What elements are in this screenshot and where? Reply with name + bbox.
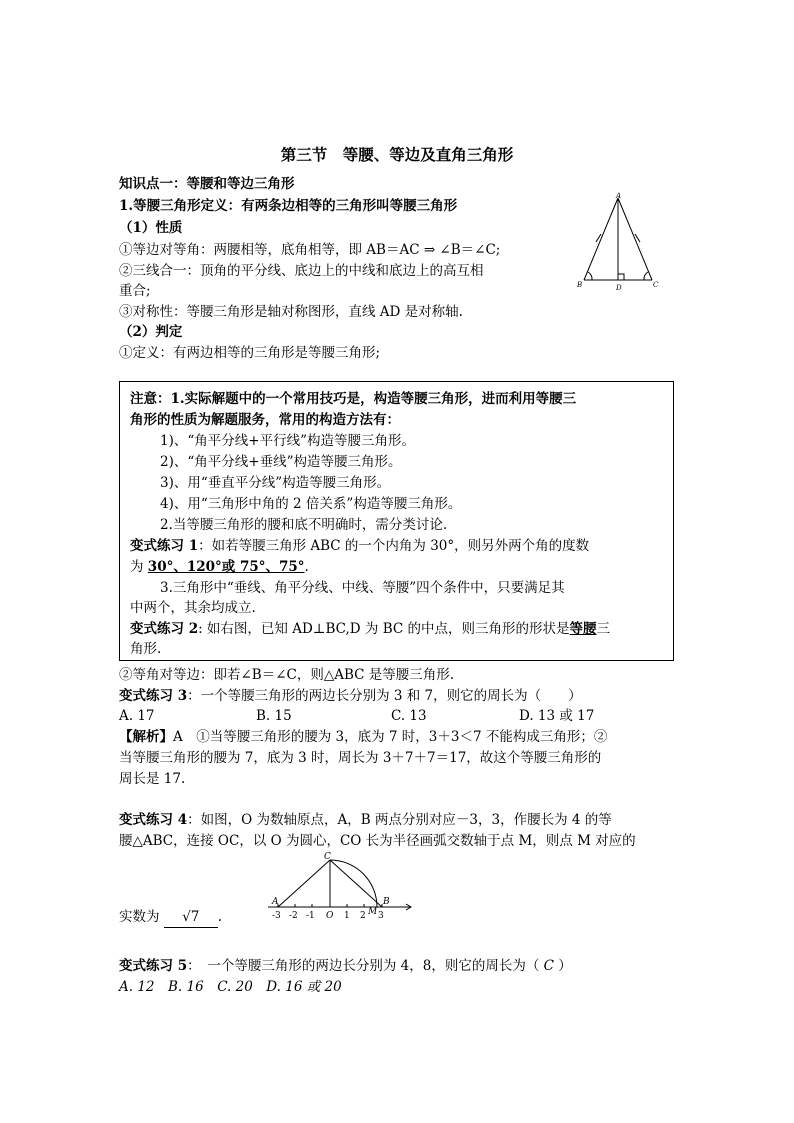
tick-3: 3 [378, 911, 384, 921]
number-line-figure [260, 852, 420, 922]
exercise-3-option-d: D. 13 或 17 [519, 708, 595, 724]
exercise-2-end: 三 [596, 621, 611, 637]
exercise-4-line-3 [119, 907, 222, 928]
exercise-1-answer: 30°、120°或 75°、75° [147, 559, 305, 575]
exercise-1-text: ：如若等腰三角形 ABC 的一个内角为 30°，则另外两个角的度数 [198, 538, 590, 554]
exercise-1-label: 变式练习 1 [130, 538, 199, 554]
property-3: ③对称性：等腰三角形是轴对称图形，直线 AD 是对称轴. [119, 304, 463, 320]
judge-1: ①定义：有两边相等的三角形是等腰三角形; [119, 345, 381, 361]
note-point-2: 2.当等腰三角形的腰和底不明确时，需分类讨论. [160, 517, 448, 533]
exercise-4-end: . [217, 909, 223, 925]
isosceles-triangle-figure [574, 190, 664, 292]
section-heading: 知识点一：等腰和等边三角形 [119, 176, 295, 192]
exercise-3-option-c: C. 13 [391, 708, 427, 724]
analysis-text-1: A ①当等腰三角形的腰为 3，底为 7 时，3＋3＜7 不能构成三角形；② [173, 729, 608, 745]
exercise-1-end: . [304, 559, 309, 575]
label-c: C [653, 281, 659, 289]
exercise-5-end: ） [558, 958, 572, 974]
exercise-5-answer: C [543, 958, 554, 974]
definition-line [119, 196, 457, 216]
note-line-1: 注意：1.实际解题中的一个常用技巧是，构造等腰三角形，进而利用等腰三 [130, 391, 577, 407]
note-point-3a: 3.三角形中“垂线、角平分线、中线、等腰”四个条件中，只要满足其 [160, 580, 565, 596]
exercise-4-answer: √7 [182, 909, 200, 925]
exercise-5-options: A. 12 B. 16 C. 20 D. 16 或 20 [119, 979, 342, 995]
exercise-4-answer-blank [164, 907, 218, 928]
label-d: D [616, 284, 622, 292]
property-heading: （1）性质 [119, 220, 183, 236]
exercise-2-answer: 等腰 [569, 621, 597, 637]
exercise-3-text: ：一个等腰三角形的两边长分别为 3 和 7，则它的周长为（ ） [187, 688, 582, 704]
exercise-2-label: 变式练习 2 [130, 621, 199, 637]
exercise-2-line [130, 619, 610, 639]
exercise-4-text-1: ：如图，O 为数轴原点，A，B 两点分别对应－3，3，作腰长为 4 的等 [187, 812, 612, 828]
definition-text: 1.等腰三角形定义：有两条边相等的三角形叫等腰三角形 [119, 198, 458, 214]
arc-cm [330, 860, 377, 907]
exercise-2-text: : 如右图，已知 AD⊥BC,D 为 BC 的中点，则三角形的形状是 [198, 621, 570, 637]
tick-neg3: -3 [272, 911, 281, 921]
exercise-4-label: 变式练习 4 [119, 812, 188, 828]
exercise-3-option-b: B. 15 [256, 708, 292, 724]
method-2: 2)、“角平分线+垂线”构造等腰三角形。 [160, 454, 402, 470]
segment-cb [330, 860, 382, 907]
exercise-5-text: ： 一个等腰三角形的两边长分别为 4，8，则它的周长为（ [187, 958, 540, 974]
point-b-label: B [383, 897, 390, 907]
method-1: 1)、“角平分线+平行线”构造等腰三角形。 [160, 433, 415, 449]
exercise-2-line-2: 角形. [130, 641, 162, 657]
analysis-label: 【解析】 [119, 729, 173, 745]
point-m-label: M [368, 907, 378, 917]
exercise-3-option-a: A. 17 [119, 708, 155, 724]
label-a: A [616, 192, 622, 200]
property-2b: 重合; [119, 283, 151, 299]
exercise-1-answer-line [130, 557, 309, 577]
exercise-3-analysis-3: 周长是 17. [119, 771, 186, 787]
exercise-3-label: 变式练习 3 [119, 688, 188, 704]
property-1: ①等边对等角：两腰相等，底角相等，即 AB＝AC ⇒ ∠B＝∠C; [119, 242, 501, 258]
judge-heading: （2）判定 [119, 324, 183, 340]
tick-neg1: -1 [306, 911, 315, 921]
method-4: 4)、用“三角形中角的 2 倍关系”构造等腰三角形。 [160, 496, 462, 512]
exercise-5-label: 变式练习 5 [119, 958, 188, 974]
tick-neg2: -2 [289, 911, 298, 921]
page-title: 第三节 等腰、等边及直角三角形 [280, 145, 514, 164]
property-2a: ②三线合一：顶角的平分线、底边上的中线和底边上的高互相 [119, 263, 484, 279]
point-a-label: A [272, 897, 279, 907]
point-c-label: C [324, 852, 331, 862]
method-3: 3)、用“垂直平分线”构造等腰三角形。 [160, 475, 391, 491]
segment-ac [278, 860, 330, 907]
tick-1: 1 [344, 911, 350, 921]
exercise-3-analysis-2: 当等腰三角形的腰为 7，底为 3 时，周长为 3＋7＋7＝17，故这个等腰三角形的 [119, 750, 602, 766]
label-b: B [577, 281, 583, 289]
note-point-3b: 中两个，其余均成立. [130, 600, 256, 616]
exercise-3-line [119, 686, 582, 706]
point-o-label: O [326, 911, 334, 921]
exercise-1-line [130, 536, 589, 556]
exercise-4-line-2: 腰△ABC，连接 OC，以 O 为圆心，CO 长为半径画弧交数轴于点 M，则点 M 对应的 [119, 833, 636, 849]
exercise-5-line [119, 956, 572, 976]
tick-2: 2 [360, 911, 366, 921]
note-line-2: 角形的性质为解题服务，常用的构造方法有： [130, 412, 400, 428]
exercise-4-text-3: 实数为 [119, 909, 160, 925]
exercise-4-line-1 [119, 810, 612, 830]
judge-2: ②等角对等边：即若∠B＝∠C，则△ABC 是等腰三角形. [119, 667, 455, 683]
exercise-3-analysis-1 [119, 727, 607, 747]
exercise-1-text-2: 为 [130, 559, 144, 575]
